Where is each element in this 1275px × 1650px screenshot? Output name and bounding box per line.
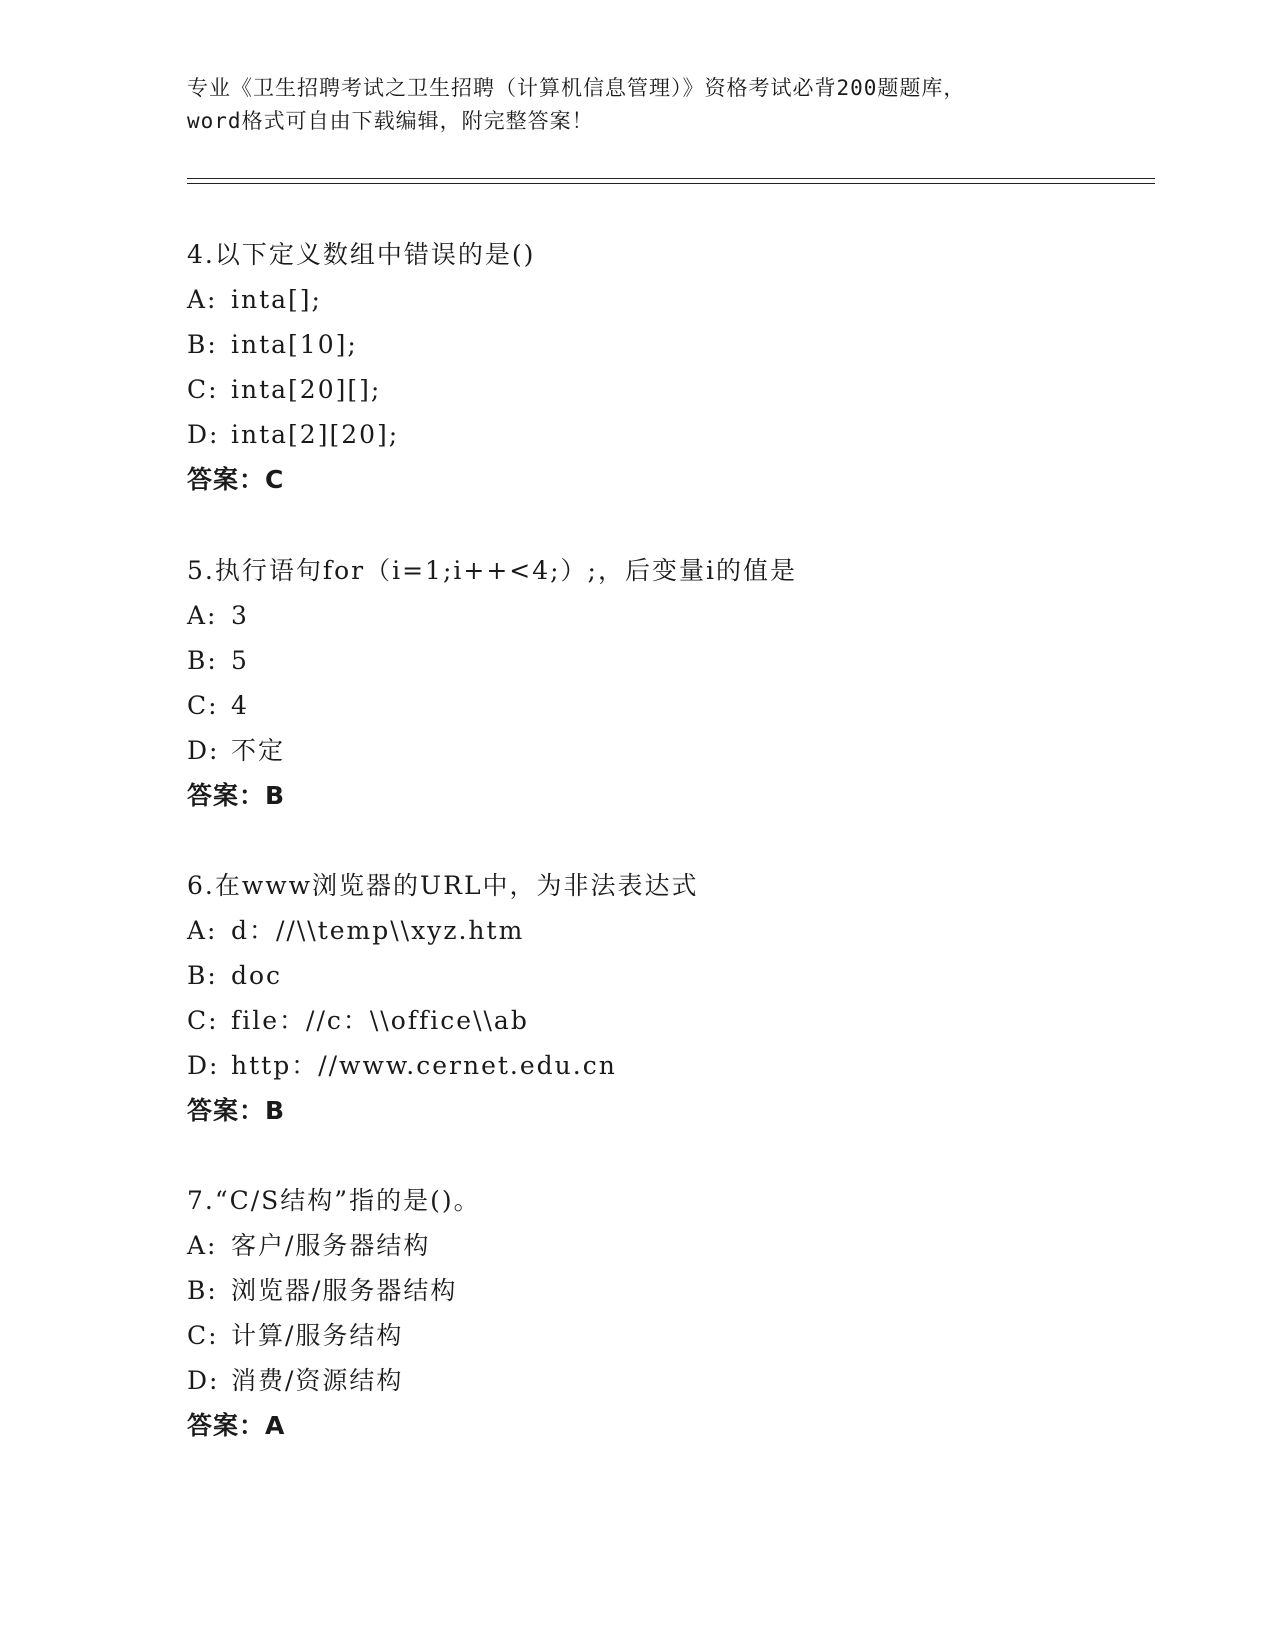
option-letter: B: xyxy=(187,646,218,675)
option-c xyxy=(187,1313,1147,1358)
option-text: d：//\\temp\\xyz.htm xyxy=(231,916,525,945)
option-letter: A: xyxy=(187,285,218,314)
option-b xyxy=(187,322,1147,367)
option-letter: A: xyxy=(187,601,218,630)
option-text: 4 xyxy=(231,691,249,720)
header-line-2: word格式可自由下载编辑，附完整答案！ xyxy=(187,109,594,133)
option-a xyxy=(187,277,1147,322)
option-b xyxy=(187,953,1147,998)
option-letter: C: xyxy=(187,1321,219,1350)
option-c xyxy=(187,683,1147,728)
option-d xyxy=(187,1358,1147,1403)
option-letter: A: xyxy=(187,1231,218,1260)
option-text: 计算/服务结构 xyxy=(231,1321,404,1350)
question-stem: 6.在www浏览器的URL中，为非法表达式 xyxy=(187,871,699,900)
option-letter: D: xyxy=(187,736,220,765)
answer-line: 答案：B xyxy=(187,781,286,810)
option-letter: B: xyxy=(187,961,218,990)
option-text: 3 xyxy=(231,601,249,630)
header-divider-bottom xyxy=(187,183,1155,184)
header-divider-top xyxy=(187,178,1155,179)
option-text: inta[2][20]; xyxy=(231,420,400,449)
question-6 xyxy=(187,863,1147,1133)
option-b xyxy=(187,1268,1147,1313)
answer-line: 答案：A xyxy=(187,1411,286,1440)
header-line-1: 专业《卫生招聘考试之卫生招聘（计算机信息管理）》资格考试必背200题题库， xyxy=(187,76,966,100)
option-letter: B: xyxy=(187,1276,218,1305)
option-a xyxy=(187,908,1147,953)
option-text: http：//www.cernet.edu.cn xyxy=(231,1051,617,1080)
option-a xyxy=(187,1223,1147,1268)
option-text: inta[]; xyxy=(231,285,322,314)
option-text: 客户/服务器结构 xyxy=(231,1231,431,1260)
option-d xyxy=(187,1043,1147,1088)
option-text: inta[20][]; xyxy=(231,375,382,404)
option-text: 不定 xyxy=(231,736,286,765)
option-c xyxy=(187,367,1147,412)
question-stem: 7.“C/S结构”指的是()。 xyxy=(187,1186,481,1215)
option-letter: C: xyxy=(187,1006,219,1035)
option-text: 浏览器/服务器结构 xyxy=(231,1276,458,1305)
option-a xyxy=(187,593,1147,638)
option-letter: D: xyxy=(187,420,220,449)
option-text: inta[10]; xyxy=(231,330,358,359)
option-letter: C: xyxy=(187,691,219,720)
question-stem: 4.以下定义数组中错误的是() xyxy=(187,240,536,269)
option-letter: A: xyxy=(187,916,218,945)
option-c xyxy=(187,998,1147,1043)
option-text: 消费/资源结构 xyxy=(231,1366,404,1395)
document-header xyxy=(187,72,1087,138)
option-b xyxy=(187,638,1147,683)
option-text: file：//c：\\office\\ab xyxy=(231,1006,529,1035)
option-text: doc xyxy=(231,961,283,990)
option-letter: D: xyxy=(187,1051,220,1080)
option-letter: C: xyxy=(187,375,219,404)
answer-line: 答案：C xyxy=(187,465,285,494)
option-letter: D: xyxy=(187,1366,220,1395)
option-d xyxy=(187,728,1147,773)
option-letter: B: xyxy=(187,330,218,359)
question-stem: 5.执行语句for（i=1;i++<4;）;，后变量i的值是 xyxy=(187,556,797,585)
option-d xyxy=(187,412,1147,457)
question-7 xyxy=(187,1178,1147,1448)
option-text: 5 xyxy=(231,646,249,675)
answer-line: 答案：B xyxy=(187,1096,286,1125)
question-5 xyxy=(187,548,1147,818)
question-4 xyxy=(187,232,1147,502)
